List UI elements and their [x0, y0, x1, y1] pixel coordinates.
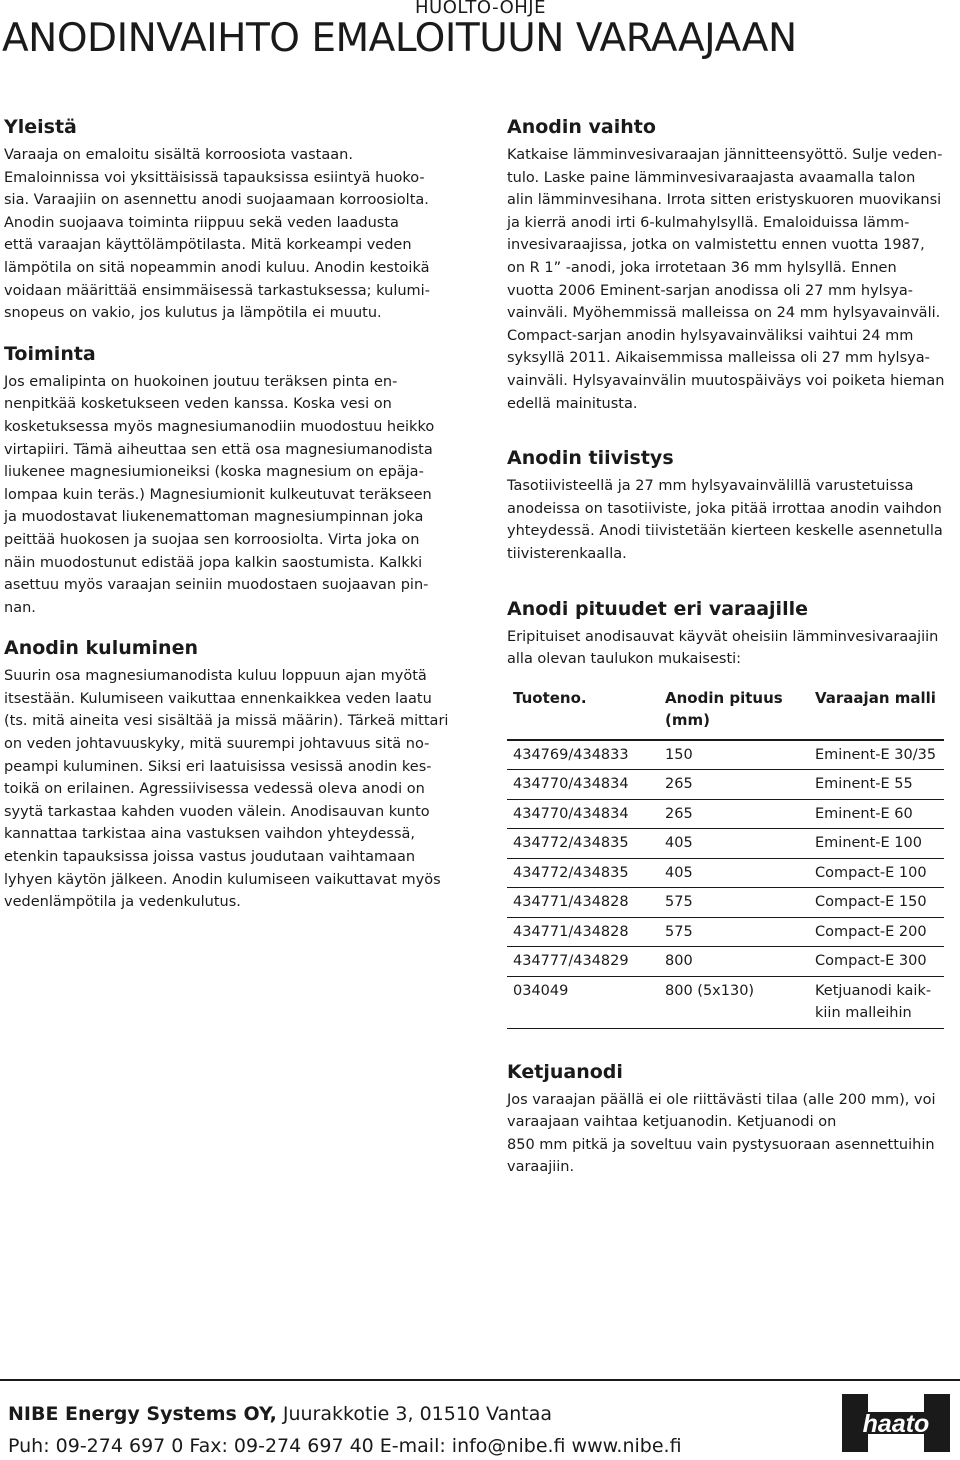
text-line: varaajaan vaihtaa ketjuanodin. Ketjuanodi on [507, 1114, 837, 1131]
logo-text: haato [862, 1410, 930, 1438]
text-line: kannattaa tarkistaa aina vastuksen vaihdon yhteydessä, [4, 826, 416, 843]
section-text [4, 371, 456, 620]
text-line: voidaan määrittää ensimmäisessä tarkastuksessa; kulumi- [4, 282, 430, 299]
top-label: HUOLTO-OHJE [415, 0, 546, 18]
section-ketjuanodi [507, 1059, 957, 1179]
text-line: ja kierrä anodi irti 6-kulmahylsyllä. Emaloiduissa lämm- [507, 214, 910, 231]
table-cell: 434771/434828 [513, 894, 629, 911]
text-line: Anodin suojaava toiminta riippuu sekä veden laadusta [4, 214, 399, 231]
table-cell: 434769/434833 [513, 746, 629, 763]
text-line: edellä mainitusta. [507, 395, 638, 412]
section-kuluminen [4, 635, 456, 914]
text-line: Compact-sarjan anodin hylsyavainväliksi vaihtui 24 mm [507, 327, 914, 344]
table-row [507, 829, 944, 859]
text-line: tulo. Laske paine lämminvesivaraajasta avaamalla talon [507, 169, 916, 186]
table-cell: Eminent-E 30/35 [815, 746, 937, 763]
table-cell: 405 [665, 864, 693, 881]
text-line: Katkaise lämminvesivaraajan jännitteensyöttö. Sulje veden- [507, 147, 943, 163]
table-cell: Compact-E 300 [815, 953, 927, 970]
text-line: invesivaraajissa, jotka on valmistettu ennen vuotta 1987, [507, 237, 925, 254]
table-cell: 434771/434828 [513, 923, 629, 940]
table-cell: Eminent-E 60 [815, 805, 913, 822]
table-header-cell: Varaajan malli [815, 688, 936, 707]
table-row [507, 770, 944, 800]
text-line: snopeus on vakio, jos kulutus ja lämpötila ei muutu. [4, 305, 382, 322]
text-line: vainväli. Hylsyavainvälin muutospäiväys voi poiketa hieman [507, 372, 945, 389]
text-line: peampi kuluminen. Siksi eri laatuisissa vesissä anodin kes- [4, 758, 432, 775]
footer-company-line [8, 1403, 552, 1425]
text-line: Tasotiivisteellä ja 27 mm hylsyavainvälillä varustetuissa [507, 478, 914, 495]
text-line: varaajiin. [507, 1159, 575, 1176]
text-line: 850 mm pitkä ja soveltuu vain pystysuoraan asennettuihin [507, 1136, 935, 1153]
table-cell: 434777/434829 [513, 953, 629, 970]
text-line: asettuu myös varaajan seiniin muodostaen suojaavan pin- [4, 577, 429, 594]
text-line: virtapiiri. Tämä aiheuttaa sen että osa magnesiumanodista [4, 441, 433, 458]
footer-divider [0, 1379, 960, 1381]
text-line: on R 1” -anodi, joka irrotetaan 36 mm hylsyllä. Ennen [507, 259, 897, 276]
section-text [507, 144, 957, 415]
table-cell: 575 [665, 923, 693, 940]
haato-logo [838, 1392, 954, 1454]
table-cell: 800 (5x130) [665, 982, 755, 999]
text-line: peittää huokosen ja suojaa sen korroosiolta. Virta joka on [4, 531, 420, 548]
section-heading: Anodin vaihto [507, 116, 656, 138]
table-cell: 150 [665, 746, 693, 763]
text-line: toikä on erilainen. Agressiivisessa vedessä oleva anodi on [4, 781, 425, 798]
table-cell: 800 [665, 953, 693, 970]
company-name: NIBE Energy Systems OY, [8, 1403, 277, 1425]
table-row [507, 740, 944, 770]
section-text [507, 475, 957, 565]
table-cell: Eminent-E 55 [815, 776, 913, 793]
text-line: alin lämminvesihana. Irrota sitten eristyskuoren muovikansi [507, 192, 942, 209]
section-vaihto [507, 114, 957, 415]
text-line: nan. [4, 599, 36, 616]
table-cell: 434770/434834 [513, 805, 629, 822]
text-line: Eripituiset anodisauvat käyvät oheisiin lämminvesivaraajiin [507, 628, 939, 645]
text-line: lämpötila on sitä nopeammin anodi kuluu. Anodin kestoikä [4, 259, 430, 276]
table-cell: Compact-E 150 [815, 894, 927, 911]
text-line: Suurin osa magnesiumanodista kuluu loppuun ajan myötä [4, 668, 427, 685]
text-line: Jos emalipinta on huokoinen joutuu teräksen pinta en- [4, 373, 398, 390]
anode-length-table [507, 681, 944, 1029]
footer-contact-line: Puh: 09-274 697 0 Fax: 09-274 697 40 E-mail: info@nibe.fi www.nibe.fi [8, 1435, 682, 1457]
section-text [4, 144, 456, 325]
table-row [507, 858, 944, 888]
table-cell: 405 [665, 835, 693, 852]
text-line: on veden johtavuuskyky, mitä suurempi johtavuus sitä no- [4, 736, 430, 753]
section-yleista [4, 114, 456, 325]
text-line: yhteydessä. Anodi tiivistetään kierteen keskelle asennetulla [507, 523, 943, 540]
text-line: anodeissa on tasotiiviste, joka pitää irrottaa anodin vaihdon [507, 500, 942, 517]
text-line: ja muodostavat liukenemattoman magnesiumpinnan joka [4, 509, 424, 526]
section-text [507, 1089, 957, 1179]
text-line: lompaa kuin teräs.) Magnesiumionit kulkeutuvat teräkseen [4, 486, 432, 503]
left-column [4, 114, 456, 914]
text-line: Varaaja on emaloitu sisältä korroosiota vastaan. [4, 147, 353, 163]
table-row [507, 888, 944, 918]
section-tiivistys [507, 445, 957, 565]
text-line: liukenee magnesiumioneiksi (koska magnesium on epäja- [4, 464, 424, 481]
company-address: Juurakkotie 3, 01510 Vantaa [282, 1403, 552, 1425]
section-heading: Toiminta [4, 342, 96, 365]
section-heading: Anodin tiivistys [507, 447, 674, 470]
text-line: Jos varaajan päällä ei ole riittävästi tilaa (alle 200 mm), voi [507, 1091, 936, 1108]
table-cell: Ketjuanodi kaik-kiin malleihin [815, 982, 932, 1022]
right-column [507, 114, 957, 1179]
table-cell: 434770/434834 [513, 776, 629, 793]
table-cell: Compact-E 100 [815, 864, 927, 881]
text-line: tiivisterenkaalla. [507, 545, 627, 562]
text-line: syksyllä 2011. Aikaisemmissa malleissa oli 27 mm hylsya- [507, 350, 930, 367]
table-cell: 034049 [513, 982, 569, 999]
section-heading: Yleistä [4, 116, 77, 138]
text-line: vainväli. Myöhemmissä malleissa on 24 mm hylsyavainväli. [507, 305, 941, 322]
text-line: itsestään. Kulumiseen vaikuttaa ennenkaikkea veden laatu [4, 690, 432, 707]
text-line: että varaajan käyttölämpötilasta. Mitä korkeampi veden [4, 237, 412, 254]
text-line: vuotta 2006 Eminent-sarjan anodissa oli 27 mm hylsya- [507, 282, 913, 299]
text-line: etenkin tapauksissa joissa vastus joudutaan vaihtamaan [4, 849, 416, 866]
text-line: syytä tarkastaa kahden vuoden välein. Anodisauvan kunto [4, 803, 430, 820]
text-line: nenpitkää kosketukseen veden kanssa. Koska vesi on [4, 396, 392, 413]
table-cell: 265 [665, 805, 693, 822]
table-cell: Eminent-E 100 [815, 835, 922, 852]
section-heading: Anodin kuluminen [4, 637, 198, 660]
text-line: lyhyen käytön jälkeen. Anodin kulumiseen vaikuttavat myös [4, 871, 441, 888]
section-heading: Anodi pituudet eri varaajille [507, 597, 808, 620]
section-pituudet [507, 596, 957, 1029]
table-header-row [507, 681, 944, 740]
table-cell: 434772/434835 [513, 864, 629, 881]
table-cell: Compact-E 200 [815, 923, 927, 940]
text-line: kosketuksessa myös magnesiumanodiin muodostuu heikko [4, 418, 435, 435]
table-cell: 434772/434835 [513, 835, 629, 852]
text-line: vedenlämpötila ja vedenkulutus. [4, 894, 241, 911]
text-line: (ts. mitä aineita vesi sisältää ja missä määrin). Tärkeä mittari [4, 713, 449, 730]
table-row [507, 799, 944, 829]
page-title: ANODINVAIHTO EMALOITUUN VARAAJAAN [2, 16, 797, 61]
section-text [507, 626, 957, 671]
table-row [507, 917, 944, 947]
text-line: sia. Varaajiin on asennettu anodi suojaamaan korroosiolta. [4, 192, 429, 209]
section-text [4, 665, 456, 914]
table-header-cell: Anodin pituus (mm) [665, 688, 783, 729]
text-line: näin muodostunut edistää jopa kalkin saostumista. Kalkki [4, 554, 423, 571]
section-toiminta [4, 341, 456, 620]
text-line: Emaloinnissa voi yksittäisissä tapauksissa esiintyä huoko- [4, 169, 425, 186]
section-heading: Ketjuanodi [507, 1060, 623, 1083]
table-header-cell: Tuoteno. [513, 688, 587, 707]
table-cell: 575 [665, 894, 693, 911]
table-cell: 265 [665, 776, 693, 793]
text-line: alla olevan taulukon mukaisesti: [507, 651, 742, 668]
table-row [507, 976, 944, 1028]
table-row [507, 947, 944, 977]
